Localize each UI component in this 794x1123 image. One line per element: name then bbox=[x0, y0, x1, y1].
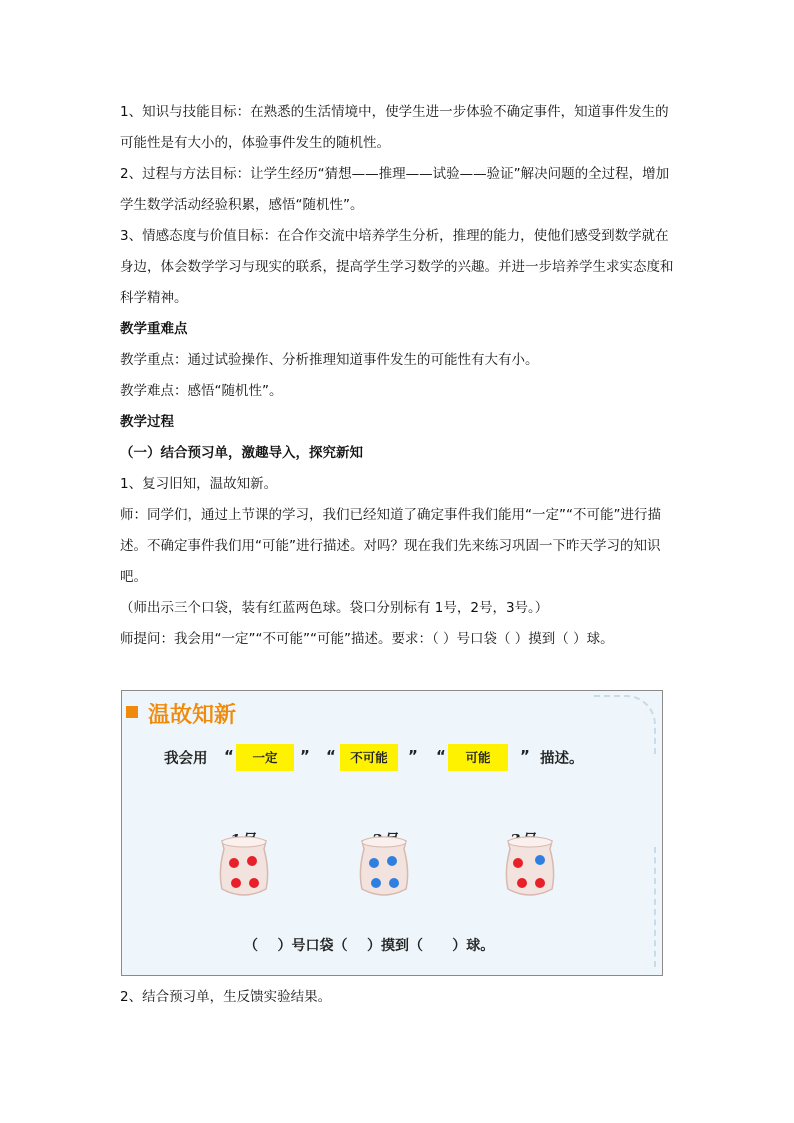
key-points-heading: 教学重难点 bbox=[120, 321, 188, 337]
open-quote-3: “ bbox=[436, 747, 446, 765]
bag-2-ball-3 bbox=[371, 878, 381, 888]
goal-1: 1、知识与技能目标：在熟悉的生活情境中，使学生进一步体验不确定事件，知道事件发生的可能性是有大小的，体验事件发生的随机性。 bbox=[120, 104, 669, 151]
open-quote-1: “ bbox=[224, 747, 234, 765]
title-marker bbox=[126, 706, 138, 718]
process-heading: 教学过程 bbox=[120, 414, 174, 430]
chip-possible: 可能 bbox=[448, 744, 508, 771]
close-quote-3: ” bbox=[520, 747, 530, 765]
teaching-difficulty: 教学难点：感悟“随机性”。 bbox=[120, 383, 283, 399]
bag-1-ball-4 bbox=[249, 878, 259, 888]
review-slide bbox=[121, 690, 663, 976]
teacher-question: 师提问：我会用“一定”“不可能”“可能”描述。要求：（ ）号口袋（ ）摸到（ ）球。 bbox=[120, 631, 614, 647]
goal-3: 3、情感态度与价值目标：在合作交流中培养学生分析，推理的能力，使他们感受到数学就在身边，体会数学学习与现实的联系，提高学生学习数学的兴趣。并进一步培养学生求实态度和科学精神。 bbox=[120, 228, 674, 306]
step-2: 2、结合预习单，生反馈实验结果。 bbox=[120, 989, 332, 1005]
step-1: 1、复习旧知，温故知新。 bbox=[120, 476, 278, 492]
slide-question: （ ）号口袋（ ）摸到（ ）球。 bbox=[244, 938, 495, 954]
bag-2-ball-2 bbox=[387, 856, 397, 866]
goal-2: 2、过程与方法目标：让学生经历“猜想——推理——试验——验证”解决问题的全过程，增加学生数学活动经验积累，感悟“随机性”。 bbox=[120, 166, 670, 213]
bag-3-ball-2 bbox=[535, 855, 545, 865]
bag-1-ball-3 bbox=[231, 878, 241, 888]
bag-3-ball-3 bbox=[517, 878, 527, 888]
teacher-note: （师出示三个口袋，装有红蓝两色球。袋口分别标有 1号，2号，3号。） bbox=[120, 600, 549, 616]
close-quote-1: ” bbox=[300, 747, 310, 765]
slide-suffix: 描述。 bbox=[540, 750, 584, 767]
bag-2 bbox=[356, 831, 412, 901]
section-1-heading: （一）结合预习单，激趣导入，探究新知 bbox=[120, 445, 363, 461]
bag-2-ball-4 bbox=[389, 878, 399, 888]
bag-1 bbox=[216, 831, 272, 901]
bag-3-ball-4 bbox=[535, 878, 545, 888]
bag-3 bbox=[502, 831, 558, 901]
chip-certain: 一定 bbox=[236, 744, 294, 771]
slide-title: 温故知新 bbox=[148, 702, 237, 728]
close-quote-2: ” bbox=[408, 747, 418, 765]
open-quote-2: “ bbox=[326, 747, 336, 765]
teacher-speech-1: 师：同学们，通过上节课的学习，我们已经知道了确定事件我们能用“一定”“不可能”进行描述。不确定事件我们用“可能”进行描述。对吗？现在我们先来练习巩固一下昨天学习的知识吧。 bbox=[120, 507, 661, 585]
bag-1-ball-1 bbox=[229, 858, 239, 868]
bag-2-ball-1 bbox=[369, 858, 379, 868]
bag-1-ball-2 bbox=[247, 856, 257, 866]
bag-3-ball-1 bbox=[513, 858, 523, 868]
teaching-focus: 教学重点：通过试验操作、分析推理知道事件发生的可能性有大有小。 bbox=[120, 352, 539, 368]
slide-prefix: 我会用 bbox=[164, 750, 208, 767]
chip-impossible: 不可能 bbox=[340, 744, 398, 771]
